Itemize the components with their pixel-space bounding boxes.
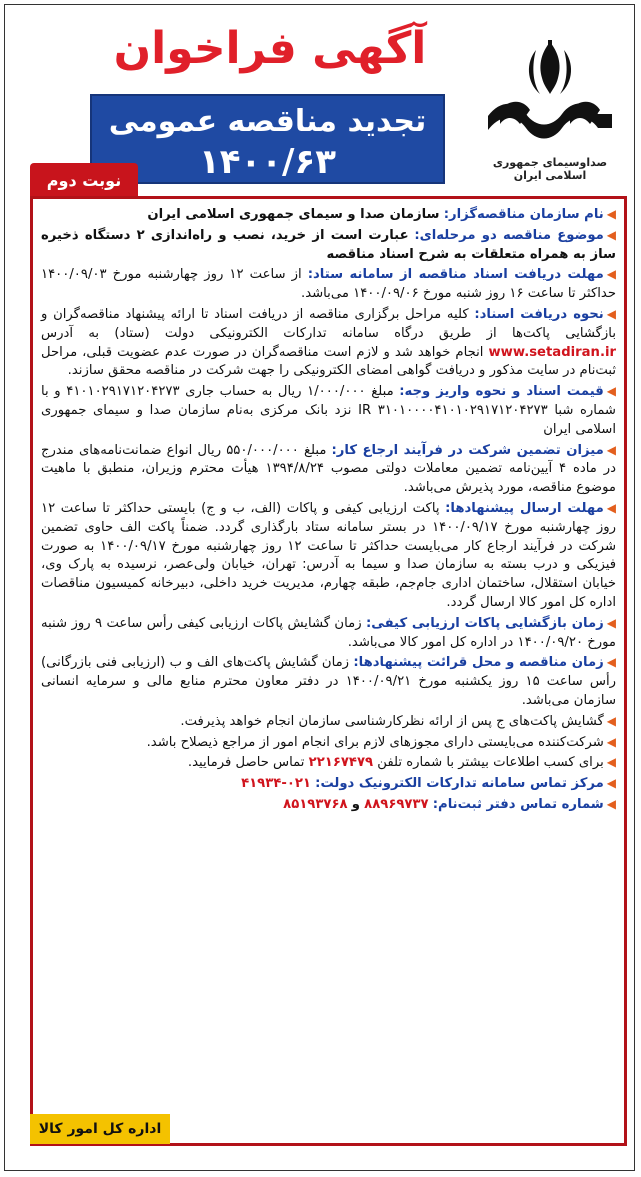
bullet-icon: ◀ (606, 615, 616, 630)
registration-phone-b[interactable]: ۸۵۱۹۳۷۶۸ (283, 796, 348, 812)
stage-badge-label: نوبت دوم (46, 171, 122, 190)
bullet-icon: ◀ (606, 713, 616, 728)
tender-banner (90, 94, 445, 184)
list-item-guarantee: ◀میزان تضمین شرکت در فرآیند ارجاع کار: مبلغ ۵۵۰/۰۰۰/۰۰۰ ریال انواع ضمانت‌نامه‌های مندرج در ماده ۴ آیین‌نامه تضمین معاملات دولتی مصوب ۱۳۹۴/۸/۲۴ هیأت محترم وزیران، منطبق با ماهیت موضوع مناقصه، مورد پذیرش می‌باشد. (41, 442, 616, 496)
list-item-tender-time: ◀زمان مناقصه و محل قرائت پیشنهادها: زمان گشایش پاکت‌های الف و ب (ارزیابی فنی بازرگانی) رأس ساعت ۱۵ روز یکشنبه مورخ ۱۴۰۰/۰۹/۲۱ در دفتر معاون محترم منابع مالی و سرمایه انسانی سازمان می‌باشد. (41, 655, 616, 708)
registration-phone-a[interactable]: ۸۸۹۶۹۷۳۷ (364, 796, 429, 812)
list-item-document-method: ◀نحوه دریافت اسناد: کلیه مراحل برگزاری مناقصه از دریافت اسناد تا ارائه پیشنهاد مناقصه‌گران و بازگشایی پاکت‌ها از طریق درگاه سامانه تدارکات الکترونیکی دولت (ستاد) به آدرس www.setadiran.ir انجام خواهد شد و لازم است مناقصه‌گران در صورت عدم عضویت قبلی، مراحل ثبت‌نام در سایت مذکور و دریافت گواهی امضای الکترونیکی را جهت شرکت در مناقصه محقق سازند. (41, 306, 616, 379)
footer-label: اداره کل امور کالا (38, 1121, 162, 1137)
list-item-document-deadline: ◀مهلت دریافت اسناد مناقصه از سامانه ستاد: از ساعت ۱۲ روز چهارشنبه مورخ ۱۴۰۰/۰۹/۰۳ حداکثر تا ساعت ۱۶ روز شنبه مورخ ۱۴۰۰/۰۹/۰۶ می‌باشد. (41, 267, 616, 302)
bullet-icon: ◀ (606, 755, 616, 770)
setad-link[interactable]: www.setadiran.ir (488, 344, 616, 360)
setad-phone[interactable]: ۰۲۱-۴۱۹۳۴ (241, 776, 311, 792)
header (10, 8, 630, 203)
list-item-submission-deadline: ◀مهلت ارسال پیشنهادها: پاکت ارزیابی کیفی و پاکات (الف، ب و ج) بایستی حداکثر تا ساعت ۱۲ روز چهارشنبه مورخ ۱۴۰۰/۰۹/۱۷ در بستر سامانه ستاد بارگذاری گردد. ضمناً پاکت الف حاوی تضمین شرکت در فرآیند ارجاع کار می‌بایست حداکثر تا ساعت ۱۲ روز چهارشنبه مورخ ۱۴۰۰/۰۹/۱۷ به صورت فیزیکی و درب بسته به سازمان صدا و سیما به آدرس: تهران، خیابان ولی‌عصر، نرسیده به پارک وی، خیابان استقلال، ساختمان اداری جام‌جم، طبقه چهارم، مدیریت خرید داخلی، دبیرخانه کمیسیون مناقصات اداره کل امور کالا ارسال گردد. (41, 500, 616, 610)
bullet-icon: ◀ (606, 500, 616, 515)
info-phone[interactable]: ۲۲۱۶۷۴۷۹ (308, 755, 374, 771)
tender-number: ۱۴۰۰/۶۳ (199, 142, 336, 182)
list-item-info-phone: ◀برای کسب اطلاعات بیشتر با شماره تلفن ۲۲۱۶۷۴۷۹ تماس حاصل فرمایید. (187, 755, 616, 771)
page-title: آگهی فراخوان (113, 23, 427, 74)
bullet-icon: ◀ (606, 655, 616, 670)
stage-badge (30, 163, 138, 199)
bullet-icon: ◀ (606, 227, 616, 242)
list-item-envelope-c: ◀گشایش پاکت‌های ج پس از ارائه نظرکارشناسی سازمان انجام خواهد پذیرفت. (180, 713, 616, 729)
bullet-icon: ◀ (606, 442, 616, 457)
bullet-icon: ◀ (606, 267, 616, 282)
list-item-subject: ◀موضوع مناقصه دو مرحله‌ای: عبارت است از خرید، نصب و راه‌اندازی ۲ دستگاه ذخیره ساز به همراه متعلقات به شرح اسناد مناقصه (41, 227, 616, 262)
bullet-icon: ◀ (606, 796, 616, 811)
list-item-opening-time: ◀زمان بازگشایی پاکات ارزیابی کیفی: زمان گشایش پاکات ارزیابی کیفی رأس ساعت ۹ روز شنبه مورخ ۱۴۰۰/۰۹/۲۰ در اداره کل امور کالا می‌باشد. (41, 615, 616, 650)
bullet-icon: ◀ (606, 384, 616, 399)
list-item-organizer: ◀نام سازمان مناقصه‌گزار: سازمان صدا و سیمای جمهوری اسلامی ایران (147, 207, 616, 222)
bullet-icon: ◀ (606, 734, 616, 749)
logo-caption: صداوسیمای جمهوری اسلامی ایران (492, 156, 608, 182)
list-item-permits: ◀شرکت‌کننده می‌بایستی دارای مجوزهای لازم برای انجام امور از مراجع ذیصلاح باشد. (146, 734, 616, 750)
notice-text (41, 205, 616, 816)
notice-body (30, 196, 627, 1146)
bullet-icon: ◀ (606, 306, 616, 321)
irib-logo (480, 38, 620, 188)
list-item-setad-contact: ◀مرکز تماس سامانه تدارکات الکترونیک دولت: ۰۲۱-۴۱۹۳۴ (241, 776, 616, 792)
bullet-icon: ◀ (606, 207, 616, 221)
list-item-document-price: ◀قیمت اسناد و نحوه واریز وجه: مبلغ ۱/۰۰۰/۰۰۰ ریال به حساب جاری ۴۱۰۱۰۲۹۱۷۱۲۰۴۲۷۳ و با شماره شبا IR ۳۱۰۱۰۰۰۰۴۱۰۱۰۲۹۱۷۱۲۰۴۲۷۳ نزد بانک مرکزی به‌نام سازمان صدا و سیمای جمهوری اسلامی ایران (41, 384, 616, 437)
tender-subtitle: تجدید مناقصه عمومی (108, 104, 427, 139)
footer-badge (30, 1114, 170, 1144)
list-item-registration-contact: ◀شماره تماس دفتر ثبت‌نام: ۸۸۹۶۹۷۳۷ و ۸۵۱۹۳۷۶۸ (283, 796, 616, 812)
irib-emblem-icon (480, 38, 620, 156)
bullet-icon: ◀ (606, 776, 616, 791)
